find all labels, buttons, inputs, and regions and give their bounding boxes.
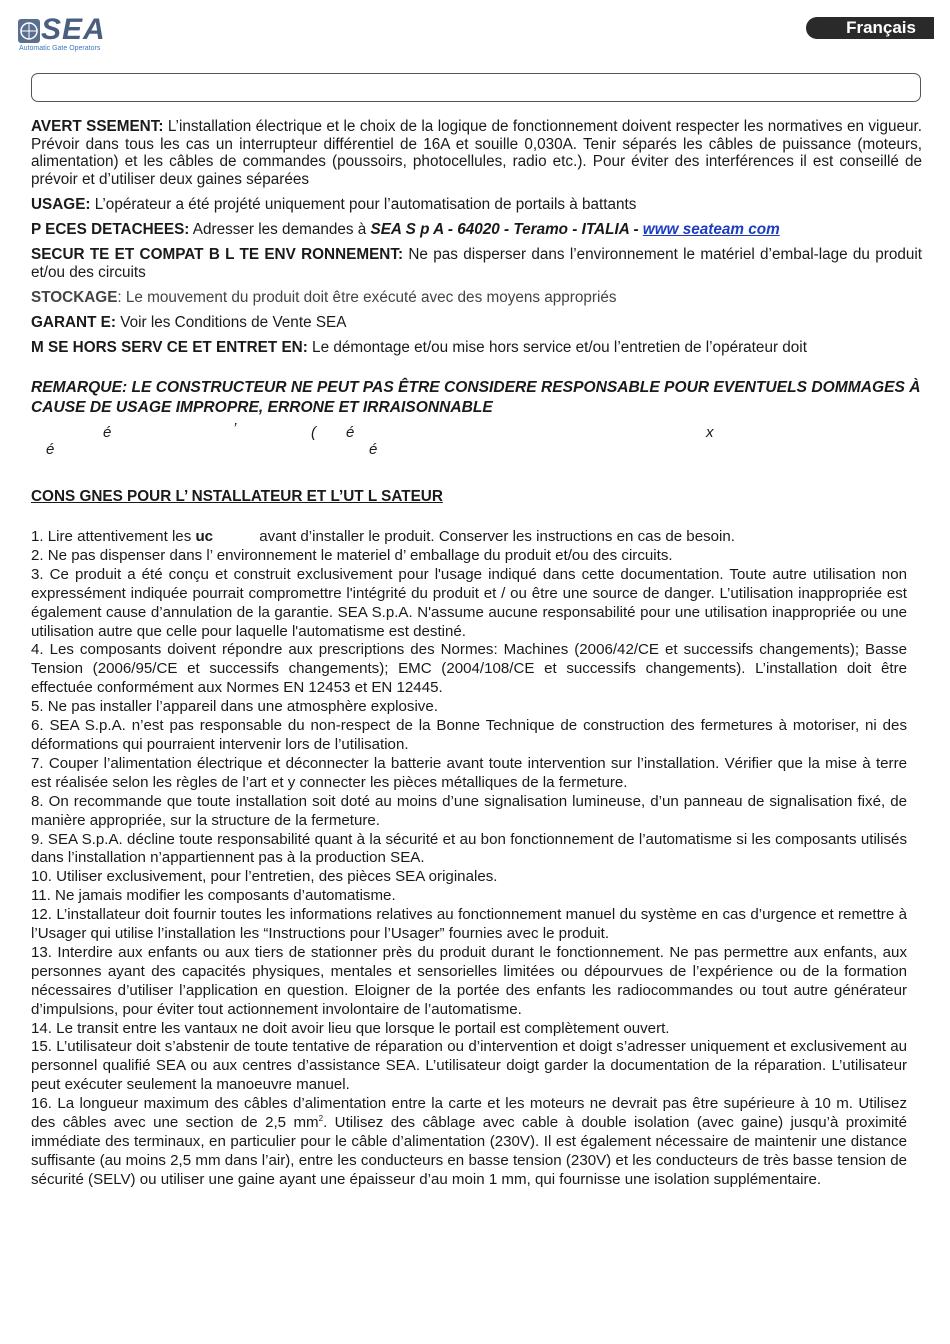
logo-subtitle: Automatic Gate Operators [19, 45, 101, 52]
list-item: 1. Lire attentivement les uc avant d’installer le produit. Conserver les instructions en cas de besoin. [31, 528, 735, 545]
text-fragment: é [46, 441, 55, 458]
list-item: 10. Utiliser exclusivement, pour l’entretien, des pièces SEA originales. [31, 868, 498, 886]
list-item: 7. Couper l’alimentation électrique et déconnecter la batterie avant toute intervention sur l’installation. Vérifier que la mise à terre est réalisée selon les règles de l’art et y connecter les pièces métalliques de la fermeture. [31, 754, 907, 791]
text-fragment: é [369, 441, 378, 458]
instructions-heading: CONS GNES POUR L’ NSTALLATEUR ET L’UT L SATEUR [31, 488, 443, 505]
notice-text: Adresser les demandes à [189, 221, 371, 238]
notice-text: L’installation électrique et le choix de la logique de fonctionnement doivent respecter les normatives en vigueur. Prévoir dans tous les cas un interrupteur différentiel de 16A et souille 0,030A. Tenir séparés les câbles de puissance (moteurs, alimentation) et les câbles de commandes (poussoirs, photocellules, radio etc.). Pour éviter des interférences il est conseillé de prévoir et d’utiliser deux gaines séparées [31, 118, 922, 188]
list-item: 12. L’installateur doit fournir toutes les informations relatives au fonctionnement manuel du système en cas d’urgence et remettre à l’Usager qui utilise l’installation les “Instructions pour l’Usager” fournies avec le produit. [31, 906, 907, 943]
notice-label: AVERT SSEMENT: [31, 118, 164, 135]
instructions-list [31, 528, 907, 1190]
notice-warning [31, 118, 922, 188]
superscript: 2 [318, 1114, 324, 1124]
list-item: 15. L’utilisateur doit s’abstenir de toute tentative de réparation ou d’intervention et doigt s’adresser uniquement et exclusivement au personnel qualifié SEA ou aux centres d’assistance SEA. L’utilisateur doigt garder la documentation de la réparation. L’utilisateur peut exécuter seulement la manoeuvre manuel. [31, 1038, 907, 1094]
text-fragment: ’ [233, 420, 237, 437]
company-address: SEA S p A - 64020 - Teramo - ITALIA - [370, 221, 643, 238]
list-item: 13. Interdire aux enfants ou aux tiers de stationner près du produit durant le fonctionnement. Ne pas permettre aux enfants, aux personnes ayant des capacités physiques, mentales et sensorielles limitées ou dépourvues de l’expérience ou de la formation nécessaires d’utiliser l’application en question. Eloigner de la portée des enfants les radiocommandes ou tout autre générateur d’impulsions, pour éviter tout actionnement involontaire de l’automatisme. [31, 943, 907, 1018]
list-item: 2. Ne pas dispenser dans l’ environnement le materiel d’ emballage du produit et/ou des circuits. [31, 546, 673, 564]
notice-text: Ne pas disperser dans l’environnement le matériel d’embal-lage du produit et/ou des circuits [31, 246, 922, 281]
text-fragment: x [706, 424, 714, 441]
globe-icon [17, 18, 41, 44]
notice-text: Voir les Conditions de Vente SEA [115, 314, 347, 331]
emphasis: uc [195, 528, 214, 545]
notice-spare-parts [31, 221, 922, 239]
list-item: 4. Les composants doivent répondre aux prescriptions des Normes: Machines (2006/42/CE et successifs changements); Basse Tension (2006/95/CE et successifs changements); EMC (2004/108/CE et successifs changements). L’installation doit être effectuée conformément aux Normes EN 12453 et EN 12445. [31, 641, 907, 697]
list-item: 14. Le transit entre les vantaux ne doit avoir lieu que lorsque le portail est complètement ouvert. [31, 1019, 670, 1037]
notice-label: M SE HORS SERV CE ET ENTRET EN: [31, 339, 308, 356]
notice-text: L’opérateur a été projété uniquement pour l’automatisation de portails à battants [90, 196, 637, 213]
notice-label: GARANT E: [31, 314, 116, 331]
text-fragment: é [103, 424, 112, 441]
notice-warranty [31, 314, 922, 332]
website-link[interactable]: www seateam com [642, 221, 780, 238]
sea-logo [17, 13, 137, 56]
notice-label: USAGE: [31, 196, 91, 213]
title-box [31, 73, 921, 102]
notice-maintenance [31, 339, 922, 357]
notice-label: P ECES DETACHEES: [31, 221, 190, 238]
text-fragment: ( [311, 424, 316, 441]
notice-label: SECUR TE ET COMPAT B L TE ENV RONNEMENT: [31, 246, 404, 263]
language-label: Français [846, 18, 916, 37]
remark-text: REMARQUE: LE CONSTRUCTEUR NE PEUT PAS ÊTRE CONSIDERE RESPONSABLE POUR EVENTUELS DOMMAGES À CAUSE DE USAGE IMPROPRE, ERRONE ET IRRAISONNABLE [31, 379, 921, 416]
list-item: 3. Ce produit a été conçu et construit exclusivement pour l'usage indiqué dans cette documentation. Toute autre utilisation non expressément indiquée pourrait compromettre l'intégrité du produit et / ou être une source de danger. L’utilisation inappropriée est également cause d’annulation de la garantie. SEA S.p.A. N'assume aucune responsabilité pour une utilisation inappropriée ou une utilisation autre que celle pour laquelle l'automatisme est destiné. [31, 565, 907, 640]
list-item: 8. On recommande que toute installation soit doté au moins d’une signalisation lumineuse, d’un panneau de signalisation fixé, de manière appropriée, sur la structure de la fermeture. [31, 792, 907, 829]
list-item: 9. SEA S.p.A. décline toute responsabilité quant à la sécurité et au bon fonctionnement de l’automatisme si les composants utilisés dans l’installation n’appartiennent pas à la production SEA. [31, 830, 907, 867]
logo-text: SEA [41, 13, 106, 46]
list-item: 11. Ne jamais modifier les composants d’automatisme. [31, 887, 396, 905]
notice-usage [31, 196, 922, 214]
notice-safety-environment [31, 246, 922, 281]
language-tab [806, 17, 934, 39]
notice-label: STOCKAGE [31, 289, 118, 306]
list-item: 5. Ne pas installer l’appareil dans une atmosphère explosive. [31, 698, 438, 716]
notice-storage [31, 289, 922, 307]
notice-text: : Le mouvement du produit doit être exécuté avec des moyens appropriés [117, 289, 617, 306]
notice-text: Le démontage et/ou mise hors service et/ou l’entretien de l’opérateur doit [307, 339, 807, 356]
text-fragment: é [346, 424, 355, 441]
list-item: 16. La longueur maximum des câbles d’alimentation entre la carte et les moteurs ne devrait pas être supérieure à 10 m. Utilisez des câbles avec une section de 2,5 $mm^2$. Utilisez des câblage avec cable à double isolation (avec gaine) jusqu’à proximité immédiate des terminaux, en particulier pour le câble d’alimentation (230V). Il est également nécessaire de maintenir une distance suffisante (au moins 2,5 mm dans l’air), entre les conducteurs en basse tension (230V) et les conducteurs de très basse tension de sécurité (SELV) ou utiliser une gaine ayant une épaisseur d’au moin 1 mm, qui fournisse une isolation supplémentaire. [31, 1095, 907, 1188]
list-item: 6. SEA S.p.A. n’est pas responsable du non-respect de la Bonne Technique de construction des fermetures à motoriser, ni des déformations qui pourraient intervenir lors de l’utilisation. [31, 717, 907, 753]
